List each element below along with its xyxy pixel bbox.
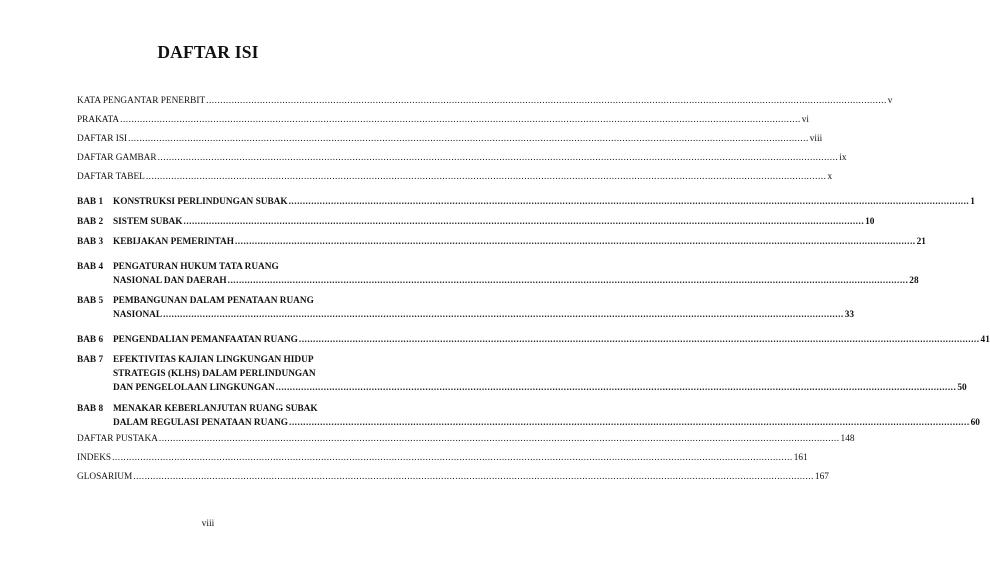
chapter-title: DALAM REGULASI PENATAAN RUANG [113,418,289,428]
dot-leader [128,132,809,146]
chapter-title: KONSTRUKSI PERLINDUNGAN SUBAK [113,197,288,207]
dot-leader [112,451,793,465]
dot-leader [299,333,980,347]
page-number: viii [201,519,215,529]
chapter-number: BAB 2 [77,217,104,227]
chapter-title: SISTEM SUBAK [113,217,183,227]
chapter-title-line: EFEKTIVITAS KAJIAN LINGKUNGAN HIDUP [113,355,314,365]
toc-entry-label: GLOSARIUM [77,472,133,482]
toc-entry-glosarium[interactable] [77,470,829,484]
chapter-number: BAB 6 [77,335,104,345]
dot-leader [289,416,970,430]
toc-entry-prakata[interactable] [77,113,810,127]
chapter-number: BAB 3 [77,237,104,247]
chapter-number: BAB 4 [77,262,104,272]
toc-entry-indeks[interactable] [77,451,808,465]
chapter-title: KEBIJAKAN PEMERINTAH [113,237,234,247]
toc-entry-label: DAFTAR ISI [77,134,128,144]
chapter-page: 33 [844,310,855,320]
toc-entry-page: 148 [840,434,855,444]
toc-entry-label: KATA PENGANTAR PENERBIT [77,96,206,106]
dot-leader [120,113,801,127]
chapter-page: 60 [970,418,980,428]
dot-leader [158,151,839,165]
toc-entry-page: v [887,96,893,106]
chapter-title: NASIONAL [113,310,163,320]
chapter-title: PENGENDALIAN PEMANFAATAN RUANG [113,335,298,345]
toc-entry-page: x [827,172,833,182]
toc-chapter-8[interactable] [77,402,980,430]
chapter-page: 1 [970,197,975,207]
toc-entry-daftar-isi[interactable] [77,132,823,146]
toc-entry-label: INDEKS [77,453,112,463]
dot-leader [163,308,844,322]
dot-leader [276,381,957,395]
chapter-page: 21 [916,237,926,247]
toc-entry-label: DAFTAR GAMBAR [77,153,157,163]
chapter-title: DAN PENGELOLAAN LINGKUNGAN [113,383,275,393]
toc-entry-kata-pengantar[interactable] [77,94,893,108]
toc-entry-page: viii [809,134,823,144]
dot-leader [235,235,916,249]
toc-entry-page: ix [839,153,847,163]
toc-entry-page: 167 [814,472,829,482]
chapter-page: 10 [865,217,875,227]
toc-chapter-6[interactable] [77,333,990,347]
chapter-title-line: MENAKAR KEBERLANJUTAN RUANG SUBAK [113,404,318,414]
toc-chapter-3[interactable] [77,235,926,249]
chapter-title-line: PEMBANGUNAN DALAM PENATAAN RUANG [113,296,314,306]
chapter-page: 28 [909,276,919,286]
toc-entry-daftar-gambar[interactable] [77,151,847,165]
dot-leader [159,432,840,446]
dot-leader [146,170,827,184]
chapter-title-line: PENGATURAN HUKUM TATA RUANG [113,262,279,272]
chapter-page: 41 [980,335,990,345]
toc-chapter-2[interactable] [77,215,875,229]
chapter-number: BAB 1 [77,197,104,207]
toc-chapter-4[interactable] [77,260,919,288]
dot-leader [133,470,814,484]
dot-leader [289,195,970,209]
toc-entry-label: PRAKATA [77,115,120,125]
toc-entry-label: DAFTAR PUSTAKA [77,434,158,444]
toc-entry-daftar-tabel[interactable] [77,170,833,184]
dot-leader [184,215,865,229]
chapter-number: BAB 7 [77,355,104,365]
chapter-number: BAB 8 [77,404,104,414]
dot-leader [206,94,887,108]
toc-entry-page: 161 [793,453,808,463]
dot-leader [228,274,909,288]
toc-chapter-7[interactable] [77,353,967,395]
chapter-title-line: STRATEGIS (KLHS) DALAM PERLINDUNGAN [113,369,316,379]
toc-entry-label: DAFTAR TABEL [77,172,145,182]
page-title: DAFTAR ISI [157,42,259,62]
chapter-number: BAB 5 [77,296,104,306]
toc-entry-daftar-pustaka[interactable] [77,432,855,446]
toc-chapter-1[interactable] [77,195,975,209]
toc-entry-page: vi [801,115,810,125]
chapter-title: NASIONAL DAN DAERAH [113,276,227,286]
toc-chapter-5[interactable] [77,294,855,322]
chapter-page: 50 [957,383,967,393]
